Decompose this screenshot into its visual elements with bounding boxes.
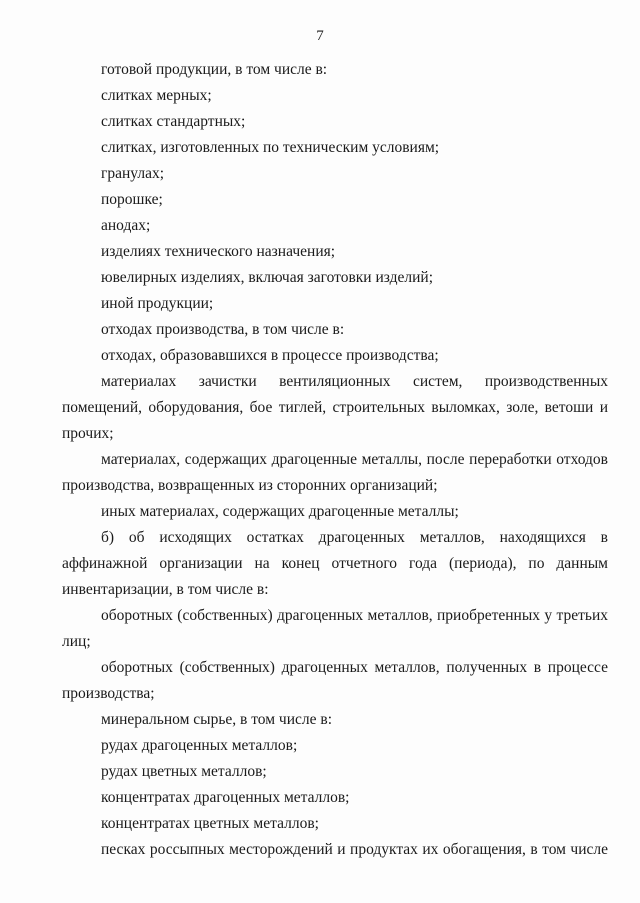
paragraph-other-materials: иных материалах, содержащих драгоценные металлы; (101, 503, 459, 520)
paragraph-anodes: анодах; (101, 217, 151, 234)
paragraph-production-waste: отходах производства, в том числе в: (101, 321, 345, 338)
paragraph-granules: гранулах; (101, 165, 165, 182)
paragraph-technical-ingots: слитках, изготовленных по техническим условиям; (101, 139, 440, 156)
paragraph-precious-ores: рудах драгоценных металлов; (101, 737, 298, 754)
paragraph-powder: порошке; (101, 191, 163, 208)
paragraph-technical-items: изделиях технического назначения; (101, 243, 336, 260)
paragraph-measured-ingots: слитках мерных; (101, 87, 212, 104)
paragraph-standard-ingots: слитках стандартных; (101, 113, 246, 130)
paragraph-other-products: иной продукции; (101, 295, 214, 312)
paragraph-closing-balances: б) об исходящих остатках драгоценных металлов, находящихся в аффинажной организации на конец отчетного года (периода), по данным инвентаризации, в том числе в: (62, 529, 608, 598)
paragraph-nonferrous-concentrates: концентратах цветных металлов; (101, 815, 319, 832)
paragraph-nonferrous-ores: рудах цветных металлов; (101, 763, 267, 780)
paragraph-produced-metals: оборотных (собственных) драгоценных металлов, полученных в процессе производства; (62, 659, 608, 702)
paragraph-purchased-metals: оборотных (собственных) драгоценных металлов, приобретенных у третьих лиц; (62, 607, 608, 650)
paragraph-process-waste: отходах, образовавшихся в процессе производства; (101, 347, 439, 364)
paragraph-mineral-raw: минеральном сырье, в том числе в: (101, 711, 333, 728)
paragraph-jewelry: ювелирных изделиях, включая заготовки изделий; (101, 269, 434, 286)
document-body (62, 57, 608, 863)
page-number: 7 (316, 28, 324, 44)
paragraph-finished-products: готовой продукции, в том числе в: (101, 61, 328, 78)
paragraph-precious-concentrates: концентратах драгоценных металлов; (101, 789, 350, 806)
paragraph-cleaning-materials: материалах зачистки вентиляционных систем, производственных помещений, оборудования, бое тиглей, строительных выломках, золе, ветоши и прочих; (62, 373, 608, 442)
paragraph-placer-sands: песках россыпных месторождений и продуктах их обогащения, в том числе (101, 841, 608, 858)
paragraph-reprocessed-materials: материалах, содержащих драгоценные металлы, после переработки отходов производства, возвращенных из сторонних организаций; (62, 451, 608, 494)
